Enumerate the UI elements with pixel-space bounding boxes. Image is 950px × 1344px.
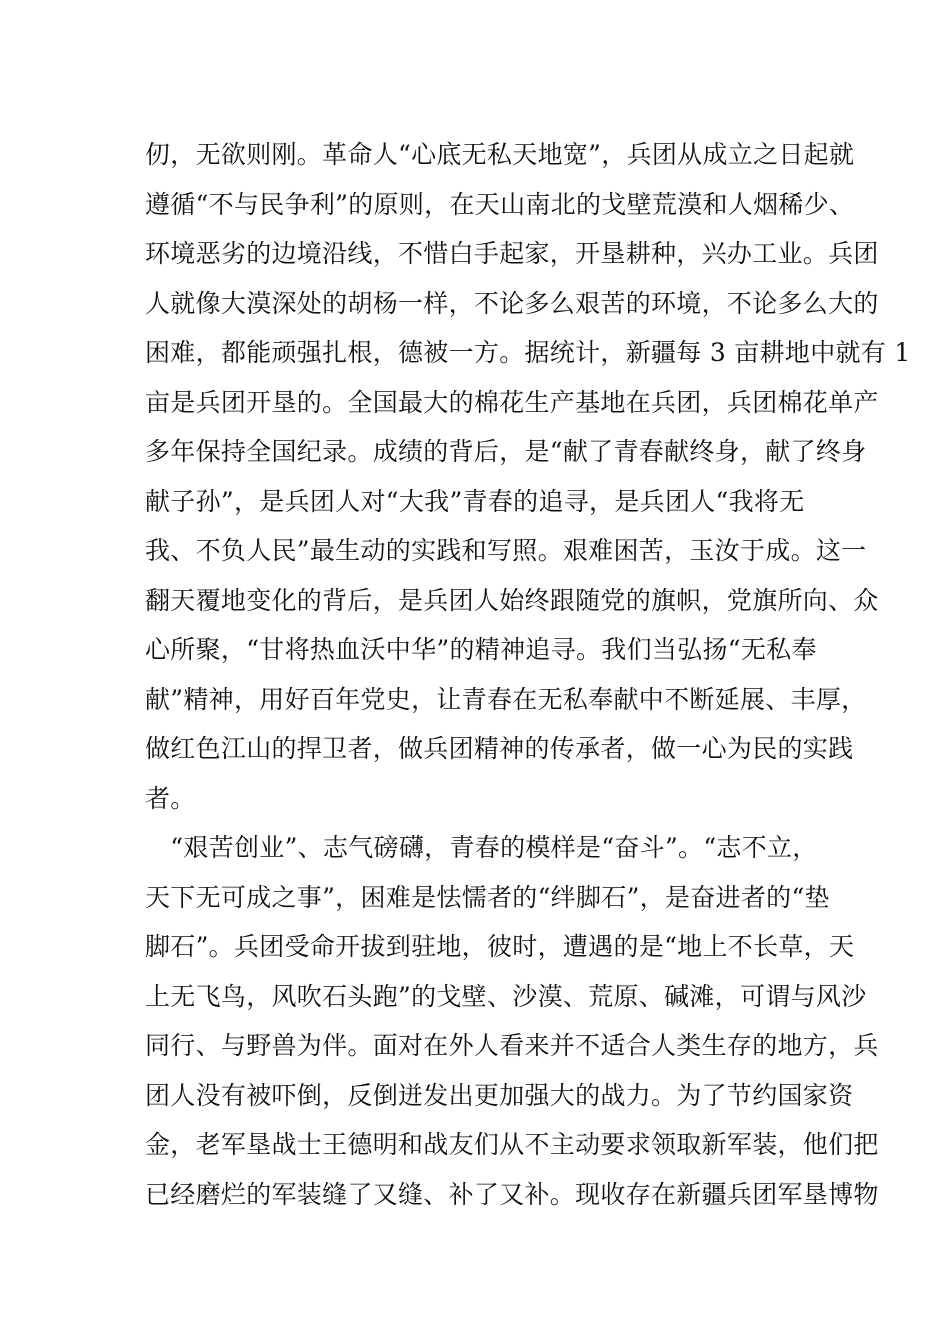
body-text — [145, 130, 911, 1219]
text-line: 天下无可成之事”，困难是怯懦者的“绊脚石”，是奋进者的“垫 — [145, 882, 830, 912]
text-line: 金，老军垦战士王德明和战友们从不主动要求领取新军装，他们把 — [145, 1130, 879, 1159]
text-line: 同行、与野兽为伴。面对在外人看来并不适合人类生存的地方，兵 — [145, 1031, 879, 1060]
text-line: 者。 — [145, 783, 196, 813]
text-line: 遵循“不与民争利”的原则，在天山南北的戈壁荒漠和人烟稀少、 — [145, 189, 855, 219]
text-line: 仞，无欲则刚。革命人“心底无私天地宽”，兵团从成立之日起就 — [145, 140, 855, 169]
text-line: “艰苦创业”、志气磅礴，青春的模样是“奋斗”。“志不立， — [145, 833, 818, 862]
text-line: 翻天覆地变化的背后，是兵团人始终跟随党的旗帜，党旗所向、众 — [145, 585, 879, 615]
text-line: 脚石”。兵团受命开拔到驻地，彼时，遭遇的是“地上不长草，天 — [145, 932, 855, 961]
text-line: 团人没有被吓倒，反倒迸发出更加强大的战力。为了节约国家资 — [145, 1080, 854, 1110]
text-line: 多年保持全国纪录。成绩的背后，是“献了青春献终身，献了终身 — [145, 437, 867, 466]
text-line: 上无飞鸟，风吹石头跑”的戈壁、沙漠、荒原、碱滩，可谓与风沙 — [145, 981, 867, 1011]
text-line: 已经磨烂的军装缝了又缝、补了又补。现收存在新疆兵团军垦博物 — [145, 1179, 879, 1209]
text-line: 人就像大漠深处的胡杨一样，不论多么艰苦的环境，不论多么大的 — [145, 288, 879, 318]
text-line: 献子孙”，是兵团人对“大我”青春的追寻，是兵团人“我将无 — [145, 486, 805, 516]
text-line: 亩是兵团开垦的。全国最大的棉花生产基地在兵团，兵团棉花单产 — [145, 387, 879, 417]
text-line: 献”精神，用好百年党史，让青春在无私奉献中不断延展、丰厚， — [145, 684, 867, 714]
text-line: 我、不负人民”最生动的实践和写照。艰难困苦，玉汝于成。这一 — [145, 536, 867, 565]
text-line: 心所聚，“甘将热血沃中华”的精神追寻。我们当弘扬“无私奉 — [145, 635, 817, 664]
text-line: 困难，都能顽强扎根，德被一方。据统计，新疆每 3 亩耕地中就有 1 — [145, 338, 911, 367]
text-line: 做红色江山的捍卫者，做兵团精神的传承者，做一心为民的实践 — [145, 734, 854, 763]
text-line: 环境恶劣的边境沿线，不惜白手起家，开垦耕种，兴办工业。兵团 — [145, 239, 879, 268]
